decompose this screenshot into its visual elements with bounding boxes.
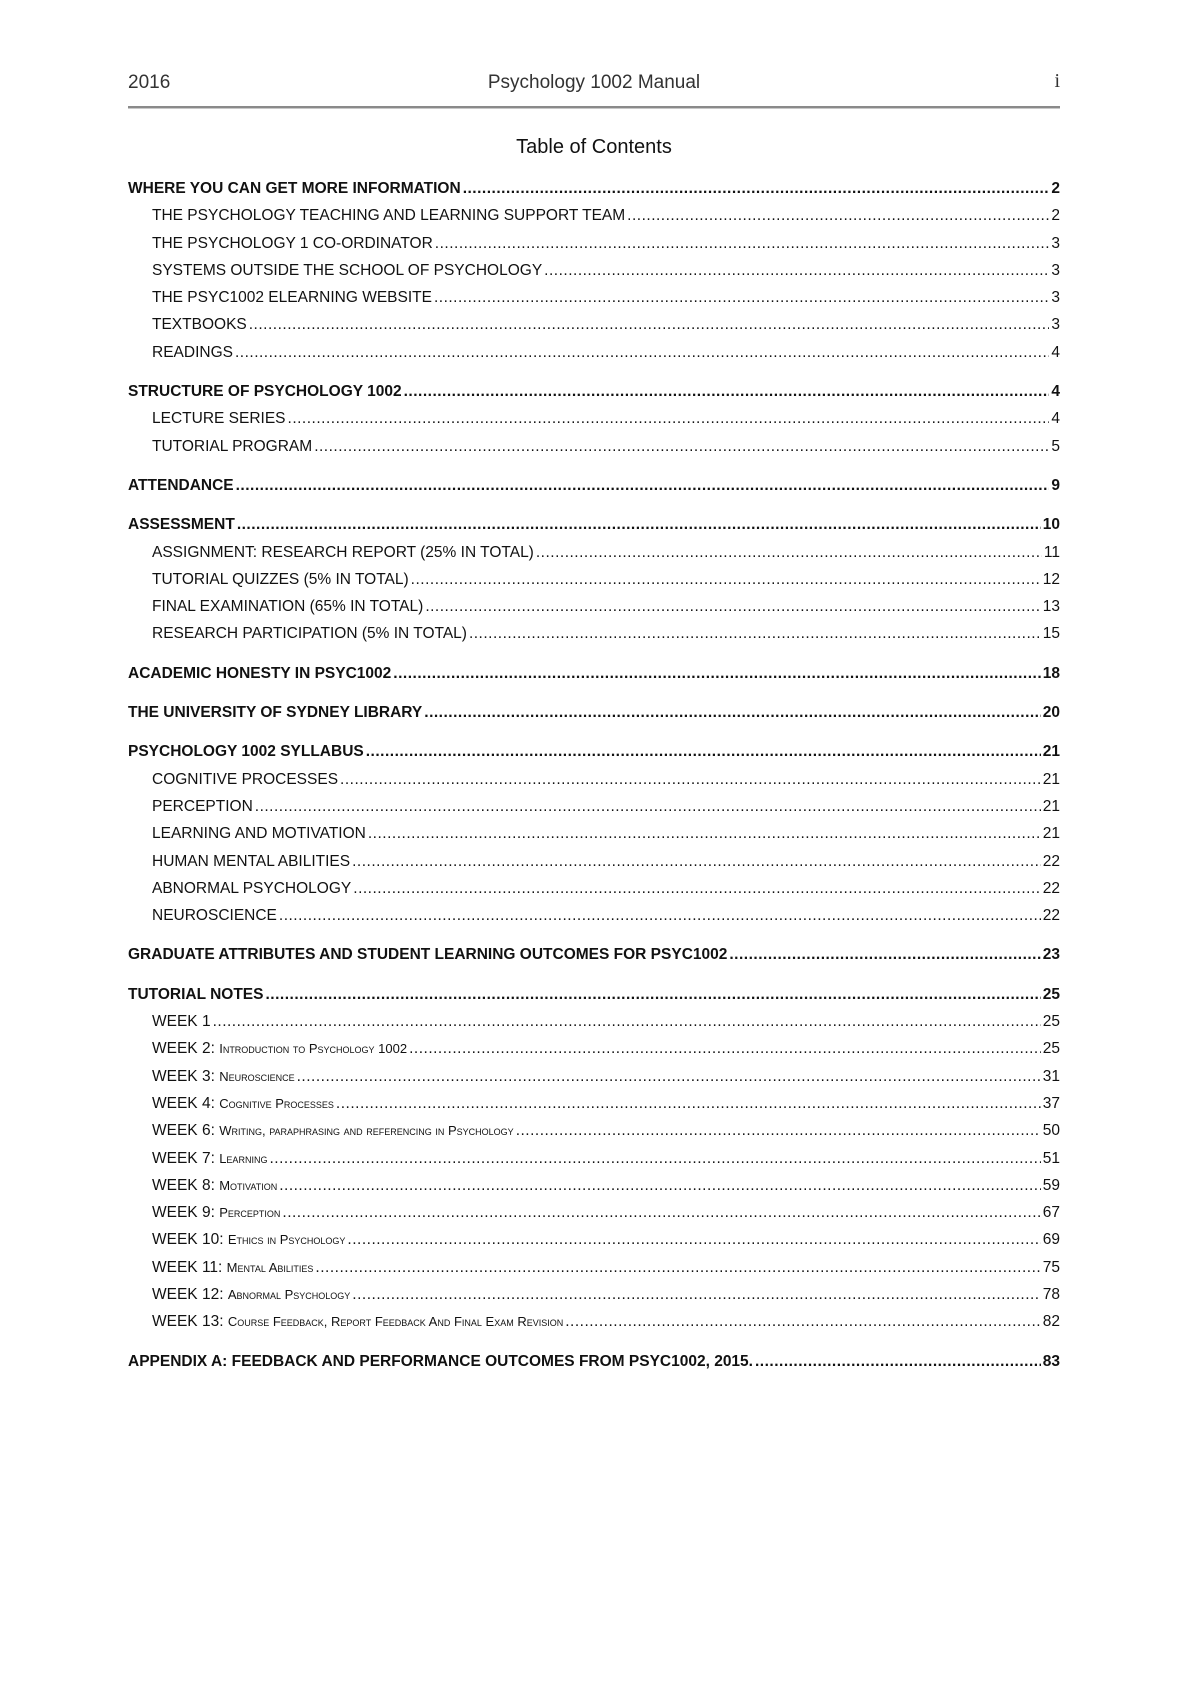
toc-page-number: 3 xyxy=(1051,289,1060,307)
toc-entry-title xyxy=(152,405,286,432)
toc-subsection-entry[interactable] xyxy=(128,1199,1060,1226)
toc-entry-label: WEEK 10: xyxy=(152,1231,224,1249)
toc-dot-leader xyxy=(353,875,1040,902)
toc-entry-title xyxy=(152,1117,514,1144)
toc-page-number: 21 xyxy=(1042,770,1060,788)
toc-page-number: 22 xyxy=(1042,879,1060,897)
toc-subsection-entry[interactable] xyxy=(128,339,1060,366)
toc-page-number: 25 xyxy=(1042,985,1060,1003)
toc-page-number: 18 xyxy=(1042,664,1060,682)
toc-entry-label: STRUCTURE OF PSYCHOLOGY 1002 xyxy=(128,383,402,401)
toc-section-entry[interactable] xyxy=(128,738,1060,765)
toc-page-number: 3 xyxy=(1051,261,1060,279)
toc-entry-label: WEEK 9: xyxy=(152,1204,215,1222)
toc-page-number: 25 xyxy=(1042,1040,1060,1058)
toc-dot-leader xyxy=(340,766,1041,793)
toc-section-entry[interactable] xyxy=(128,378,1060,405)
toc-page-number: 31 xyxy=(1042,1067,1060,1085)
toc-entry-title xyxy=(152,539,534,566)
toc-entry-title xyxy=(152,433,312,460)
toc-dot-leader xyxy=(297,1063,1041,1090)
toc-entry-title xyxy=(152,339,233,366)
toc-subsection-entry[interactable] xyxy=(128,1254,1060,1281)
toc-page-number: 2 xyxy=(1051,207,1060,225)
toc-dot-leader xyxy=(269,1145,1040,1172)
toc-entry-subtitle: Course Feedback, Report Feedback And Final Exam Revision xyxy=(227,1314,564,1330)
toc-entry-subtitle: Ethics in Psychology xyxy=(227,1232,346,1248)
toc-section-entry[interactable] xyxy=(128,1348,1060,1375)
toc-dot-leader xyxy=(424,699,1040,726)
toc-entry-title xyxy=(128,378,402,405)
toc-dot-leader xyxy=(213,1008,1041,1035)
toc-entry-label: WEEK 3: xyxy=(152,1067,215,1085)
toc-page-number: 69 xyxy=(1042,1231,1060,1249)
toc-dot-leader xyxy=(352,848,1041,875)
toc-entry-subtitle: Perception xyxy=(219,1205,281,1221)
toc-dot-leader xyxy=(404,378,1050,405)
toc-entry-title xyxy=(152,793,253,820)
toc-subsection-entry[interactable] xyxy=(128,433,1060,460)
toc-entry-title xyxy=(152,1254,313,1281)
toc-dot-leader xyxy=(536,539,1042,566)
header-title: Psychology 1002 Manual xyxy=(487,72,701,93)
toc-page-number: 3 xyxy=(1051,234,1060,252)
toc-entry-title xyxy=(152,1308,563,1335)
toc-page-number: 21 xyxy=(1042,743,1060,761)
toc-entry-label: WEEK 8: xyxy=(152,1176,215,1194)
toc-entry-label: WEEK 12: xyxy=(152,1285,224,1303)
toc-entry-label: ACADEMIC HONESTY IN PSYC1002 xyxy=(128,664,392,682)
toc-dot-leader xyxy=(565,1308,1041,1335)
toc-entry-title xyxy=(152,311,247,338)
toc-dot-leader xyxy=(627,202,1049,229)
toc-section-entry[interactable] xyxy=(128,511,1060,538)
toc-page-number: 75 xyxy=(1042,1258,1060,1276)
toc-page-number: 15 xyxy=(1042,625,1060,643)
toc-entry-label: WEEK 11: xyxy=(152,1258,223,1276)
toc-page-number: 20 xyxy=(1042,704,1060,722)
toc-dot-leader xyxy=(411,566,1041,593)
toc-entry-label: GRADUATE ATTRIBUTES AND STUDENT LEARNING OUTCOMES FOR PSYC1002 xyxy=(128,946,728,964)
toc-entry-label: ASSIGNMENT: RESEARCH REPORT (25% IN TOTAL) xyxy=(152,543,534,561)
toc-entry-title xyxy=(152,848,350,875)
toc-dot-leader xyxy=(393,660,1040,687)
toc-entry-title xyxy=(152,875,351,902)
toc-dot-leader xyxy=(282,1199,1040,1226)
toc-entry-label: TUTORIAL PROGRAM xyxy=(152,437,313,455)
toc-page-number: 11 xyxy=(1043,543,1060,561)
toc-page-number: 9 xyxy=(1051,476,1060,494)
toc-entry-label: HUMAN MENTAL ABILITIES xyxy=(152,852,351,870)
toc-entry-label: NEUROSCIENCE xyxy=(152,907,277,925)
toc-subsection-entry[interactable] xyxy=(128,766,1060,793)
toc-entry-label: LEARNING AND MOTIVATION xyxy=(152,825,366,843)
toc-entry-label: WEEK 4: xyxy=(152,1094,215,1112)
toc-entry-title xyxy=(152,620,467,647)
toc-entry-label: FINAL EXAMINATION (65% IN TOTAL) xyxy=(152,598,424,616)
header-page-number: i xyxy=(1054,70,1060,92)
toc-entry-title xyxy=(128,941,727,968)
toc-subsection-entry[interactable] xyxy=(128,405,1060,432)
toc-entry-title xyxy=(152,1199,280,1226)
toc-entry-title xyxy=(128,1348,753,1375)
toc-subsection-entry[interactable] xyxy=(128,793,1060,820)
toc-page-number: 23 xyxy=(1042,946,1060,964)
toc-dot-leader xyxy=(366,738,1041,765)
toc-subsection-entry[interactable] xyxy=(128,539,1060,566)
toc-heading: Table of Contents xyxy=(516,136,672,158)
toc-entry-label: WEEK 1 xyxy=(152,1013,211,1031)
toc-page-number: 4 xyxy=(1051,410,1060,428)
toc-dot-leader xyxy=(352,1281,1040,1308)
toc-page-number: 83 xyxy=(1042,1352,1060,1370)
toc-page-number: 4 xyxy=(1051,383,1060,401)
toc-entry-label: APPENDIX A: FEEDBACK AND PERFORMANCE OUTCOMES FROM PSYC1002, 2015. xyxy=(128,1352,753,1370)
toc-entry-label: WEEK 2: xyxy=(152,1040,215,1058)
toc-dot-leader xyxy=(266,981,1041,1008)
toc-dot-leader xyxy=(279,1172,1041,1199)
toc-subsection-entry[interactable] xyxy=(128,1226,1060,1253)
toc-entry-label: THE PSYCHOLOGY TEACHING AND LEARNING SUPPORT TEAM xyxy=(152,207,626,225)
toc-subsection-entry[interactable] xyxy=(128,593,1060,620)
toc-entry-label: WEEK 7: xyxy=(152,1149,215,1167)
toc-entry-title xyxy=(152,566,409,593)
toc-section-entry[interactable] xyxy=(128,660,1060,687)
toc-entry-title xyxy=(152,1008,211,1035)
toc-dot-leader xyxy=(255,793,1041,820)
toc-entry-title xyxy=(152,1035,407,1062)
toc-dot-leader xyxy=(314,433,1049,460)
toc-entry-label: THE PSYCHOLOGY 1 CO-ORDINATOR xyxy=(152,234,433,252)
toc-page-number: 78 xyxy=(1042,1285,1060,1303)
toc-subsection-entry[interactable] xyxy=(128,257,1060,284)
toc-subsection-entry[interactable] xyxy=(128,1281,1060,1308)
toc-dot-leader xyxy=(288,405,1050,432)
toc-page-number: 21 xyxy=(1042,825,1060,843)
toc-section-entry[interactable] xyxy=(128,981,1060,1008)
toc-entry-title xyxy=(152,1281,350,1308)
toc-subsection-entry[interactable] xyxy=(128,284,1060,311)
toc-entry-title xyxy=(152,1226,345,1253)
toc-entry-title xyxy=(128,175,461,202)
toc-entry-title xyxy=(128,472,234,499)
toc-entry-label: ASSESSMENT xyxy=(128,516,235,534)
toc-dot-leader xyxy=(336,1090,1041,1117)
toc-page-number: 21 xyxy=(1042,797,1060,815)
toc-subsection-entry[interactable] xyxy=(128,202,1060,229)
toc-subsection-entry[interactable] xyxy=(128,230,1060,257)
toc-section-entry[interactable] xyxy=(128,941,1060,968)
toc-entry-label: TUTORIAL QUIZZES (5% IN TOTAL) xyxy=(152,570,409,588)
toc-dot-leader xyxy=(755,1348,1041,1375)
toc-subsection-entry[interactable] xyxy=(128,1172,1060,1199)
toc-entry-title xyxy=(152,202,625,229)
toc-entry-subtitle: Learning xyxy=(219,1150,268,1166)
toc-entry-title xyxy=(152,284,432,311)
toc-dot-leader xyxy=(249,311,1050,338)
toc-entry-label: PERCEPTION xyxy=(152,797,253,815)
toc-entry-subtitle: Neuroscience xyxy=(219,1068,295,1084)
toc-page-number: 59 xyxy=(1042,1176,1060,1194)
toc-dot-leader xyxy=(463,175,1050,202)
toc-entry-label: SYSTEMS OUTSIDE THE SCHOOL OF PSYCHOLOGY xyxy=(152,261,543,279)
toc-entry-subtitle: Cognitive Processes xyxy=(219,1095,334,1111)
toc-entry-title xyxy=(152,593,423,620)
toc-page-number: 13 xyxy=(1042,598,1060,616)
header-divider xyxy=(128,106,1060,108)
toc-page-number: 10 xyxy=(1042,516,1060,534)
toc-entry-label: WEEK 6: xyxy=(152,1122,215,1140)
toc-entry-title xyxy=(128,511,235,538)
toc-dot-leader xyxy=(347,1226,1040,1253)
toc-page-number: 2 xyxy=(1051,180,1060,197)
toc-section-entry[interactable] xyxy=(128,472,1060,499)
toc-dot-leader xyxy=(469,620,1041,647)
toc-entry-subtitle: Introduction to Psychology 1002 xyxy=(219,1041,408,1057)
toc-subsection-entry[interactable] xyxy=(128,1008,1060,1035)
toc-entry-label: COGNITIVE PROCESSES xyxy=(152,770,339,788)
toc-entry-label: THE PSYC1002 ELEARNING WEBSITE xyxy=(152,289,432,307)
toc-entry-subtitle: Mental Abilities xyxy=(226,1259,314,1275)
toc-page-number: 25 xyxy=(1042,1013,1060,1031)
toc-page-number: 5 xyxy=(1051,437,1060,455)
toc-entry-label: ABNORMAL PSYCHOLOGY xyxy=(152,879,352,897)
toc-entry-label: ATTENDANCE xyxy=(128,476,234,494)
toc-dot-leader xyxy=(237,511,1041,538)
toc-dot-leader xyxy=(279,902,1041,929)
toc-entry-title xyxy=(152,1063,295,1090)
toc-page-number: 3 xyxy=(1051,316,1060,334)
toc-page-number: 37 xyxy=(1042,1094,1060,1112)
toc-entry-title xyxy=(128,738,364,765)
toc-entry-title xyxy=(152,1090,334,1117)
toc-entry-title xyxy=(152,766,338,793)
toc-entry-label: PSYCHOLOGY 1002 SYLLABUS xyxy=(128,743,364,761)
toc-page-number: 50 xyxy=(1042,1122,1060,1140)
toc-page-number: 51 xyxy=(1042,1149,1060,1167)
toc-entry-label: WHERE YOU CAN GET MORE INFORMATION xyxy=(128,180,461,197)
toc-entry-label: WEEK 13: xyxy=(152,1313,224,1331)
toc-dot-leader xyxy=(425,593,1040,620)
toc-section-entry[interactable] xyxy=(128,699,1060,726)
toc-entry-title xyxy=(152,230,433,257)
toc-subsection-entry[interactable] xyxy=(128,1117,1060,1144)
toc-dot-leader xyxy=(434,284,1049,311)
toc-entry-label: RESEARCH PARTICIPATION (5% IN TOTAL) xyxy=(152,625,467,643)
toc-entry-label: READINGS xyxy=(152,343,233,361)
toc-dot-leader xyxy=(236,472,1050,499)
toc-entry-subtitle: Motivation xyxy=(219,1177,278,1193)
toc-entry-subtitle: Writing, paraphrasing and referencing in Psychology xyxy=(219,1123,514,1139)
header-year: 2016 xyxy=(128,72,171,93)
toc-dot-leader xyxy=(315,1254,1040,1281)
toc-dot-leader xyxy=(235,339,1049,366)
toc-entry-label: TEXTBOOKS xyxy=(152,316,247,334)
toc-subsection-entry[interactable] xyxy=(128,820,1060,847)
toc-subsection-entry[interactable] xyxy=(128,902,1060,929)
toc-subsection-entry[interactable] xyxy=(128,875,1060,902)
toc-subsection-entry[interactable] xyxy=(128,1308,1060,1335)
toc-subsection-entry[interactable] xyxy=(128,566,1060,593)
toc-dot-leader xyxy=(516,1117,1041,1144)
toc-entry-title xyxy=(152,1145,267,1172)
toc-subsection-entry[interactable] xyxy=(128,620,1060,647)
toc-entry-label: LECTURE SERIES xyxy=(152,410,286,428)
table-of-contents xyxy=(128,175,1060,1375)
toc-subsection-entry[interactable] xyxy=(128,311,1060,338)
toc-page-number: 22 xyxy=(1042,852,1060,870)
toc-entry-title xyxy=(128,981,264,1008)
toc-entry-title xyxy=(152,902,277,929)
toc-entry-title xyxy=(128,660,391,687)
toc-subsection-entry[interactable] xyxy=(128,1063,1060,1090)
toc-dot-leader xyxy=(729,941,1040,968)
toc-dot-leader xyxy=(368,820,1041,847)
page-header xyxy=(128,70,1060,100)
toc-entry-title xyxy=(152,257,542,284)
toc-entry-title xyxy=(152,1172,277,1199)
toc-section-entry[interactable] xyxy=(128,175,1060,202)
toc-page-number: 4 xyxy=(1051,343,1060,361)
toc-entry-label: TUTORIAL NOTES xyxy=(128,985,264,1003)
toc-dot-leader xyxy=(435,230,1050,257)
toc-subsection-entry[interactable] xyxy=(128,1090,1060,1117)
toc-page-number: 82 xyxy=(1042,1313,1060,1331)
toc-page-number: 22 xyxy=(1042,907,1060,925)
toc-dot-leader xyxy=(409,1035,1041,1062)
toc-entry-label: THE UNIVERSITY OF SYDNEY LIBRARY xyxy=(128,704,423,722)
toc-subsection-entry[interactable] xyxy=(128,848,1060,875)
toc-subsection-entry[interactable] xyxy=(128,1145,1060,1172)
toc-entry-title xyxy=(152,820,366,847)
toc-page-number: 67 xyxy=(1042,1204,1060,1222)
toc-dot-leader xyxy=(544,257,1049,284)
toc-entry-subtitle: Abnormal Psychology xyxy=(227,1286,351,1302)
toc-page-number: 12 xyxy=(1042,570,1060,588)
toc-subsection-entry[interactable] xyxy=(128,1035,1060,1062)
toc-entry-title xyxy=(128,699,422,726)
